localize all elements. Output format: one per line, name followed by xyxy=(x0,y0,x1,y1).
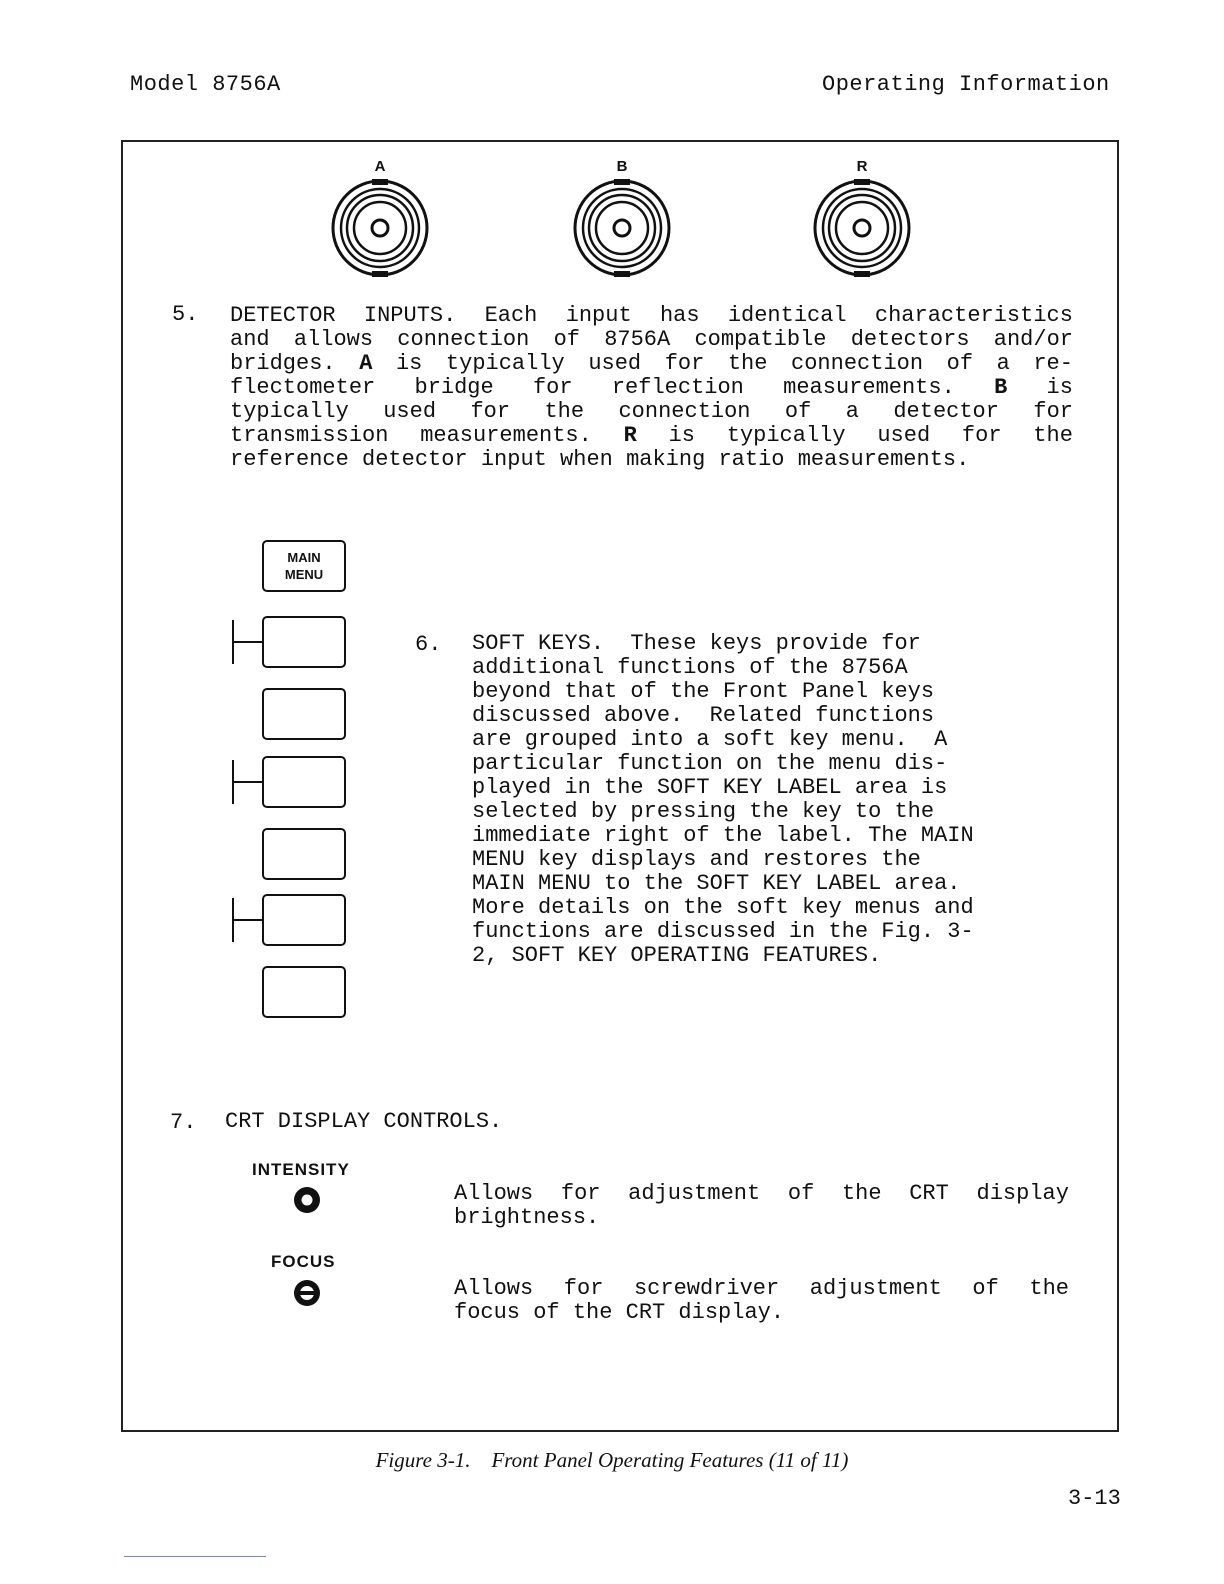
item-7-number: 7. xyxy=(170,1110,197,1135)
footer-rule xyxy=(124,1556,266,1557)
connector-a xyxy=(330,158,430,280)
focus-label: FOCUS xyxy=(271,1252,336,1271)
item-6-line: beyond that of the Front Panel keys xyxy=(472,679,935,704)
item-6-line: MAIN MENU to the SOFT KEY LABEL area. xyxy=(472,871,961,896)
header-section: Operating Information xyxy=(822,72,1110,97)
soft-key-label-marker xyxy=(232,760,262,804)
item-7-title: CRT DISPLAY CONTROLS. xyxy=(225,1109,503,1134)
soft-key xyxy=(262,966,346,1018)
item-5-number: 5. xyxy=(172,302,199,327)
connector-b xyxy=(572,158,672,280)
item-6-line: particular function on the menu dis- xyxy=(472,751,948,776)
soft-key xyxy=(262,688,346,740)
main-menu-key-line1: MAIN xyxy=(287,550,321,565)
item-5-line: transmission measurements. R is typically used for the xyxy=(230,423,1073,448)
item-6-line: additional functions of the 8756A xyxy=(472,655,908,680)
connector-r xyxy=(812,158,912,280)
soft-key xyxy=(262,894,346,946)
bnc-connector-a-icon xyxy=(330,176,430,280)
item-6-line: selected by pressing the key to the xyxy=(472,799,935,824)
main-menu-key xyxy=(262,540,346,592)
soft-key xyxy=(262,756,346,808)
item-5-line: and allows connection of 8756A compatible detectors and/or xyxy=(230,327,1073,352)
intensity-label: INTENSITY xyxy=(252,1160,350,1179)
item-5-line: DETECTOR INPUTS. Each input has identical characteristics xyxy=(230,303,1073,328)
focus-screwdriver-adjust-icon xyxy=(292,1278,322,1308)
item-6-line: are grouped into a soft key menu. A xyxy=(472,727,948,752)
connector-r-label: R xyxy=(856,158,868,175)
item-6-line: functions are discussed in the Fig. 3- xyxy=(472,919,974,944)
page-number: 3-13 xyxy=(1068,1486,1121,1511)
intensity-knob-icon xyxy=(292,1185,322,1215)
header-model: Model 8756A xyxy=(130,72,281,97)
connector-b-label: B xyxy=(616,158,628,175)
intensity-description: Allows for adjustment of the CRT display brightness. xyxy=(454,1181,1069,1230)
item-5-line: bridges. A is typically used for the connection of a re- xyxy=(230,351,1073,376)
focus-description: Allows for screwdriver adjustment of the focus of the CRT display. xyxy=(454,1276,1069,1325)
item-6-line: MENU key displays and restores the xyxy=(472,847,921,872)
main-menu-key-line2: MENU xyxy=(284,567,324,582)
item-5-line: flectometer bridge for reflection measurements. B is xyxy=(230,375,1073,400)
soft-key xyxy=(262,828,346,880)
item-5-line: typically used for the connection of a detector for xyxy=(230,399,1073,424)
bnc-connector-r-icon xyxy=(812,176,912,280)
item-6-number: 6. xyxy=(415,632,442,657)
item-6-paragraph xyxy=(472,632,974,968)
figure-caption: Figure 3-1. Front Panel Operating Features (11 of 11) xyxy=(375,1448,849,1472)
item-6-line: More details on the soft key menus and xyxy=(472,895,974,920)
connector-a-label: A xyxy=(374,158,386,175)
item-5-paragraph xyxy=(230,304,1073,472)
item-5-last-line: reference detector input when making ratio measurements. xyxy=(230,447,970,472)
soft-key-label-marker xyxy=(232,620,262,664)
item-6-line: SOFT KEYS. These keys provide for xyxy=(472,631,921,656)
soft-key xyxy=(262,616,346,668)
item-6-line: 2, SOFT KEY OPERATING FEATURES. xyxy=(472,943,882,968)
item-6-line: discussed above. Related functions xyxy=(472,703,935,728)
soft-key-label-marker xyxy=(232,898,262,942)
item-6-line: played in the SOFT KEY LABEL area is xyxy=(472,775,948,800)
item-6-line: immediate right of the label. The MAIN xyxy=(472,823,974,848)
bnc-connector-b-icon xyxy=(572,176,672,280)
